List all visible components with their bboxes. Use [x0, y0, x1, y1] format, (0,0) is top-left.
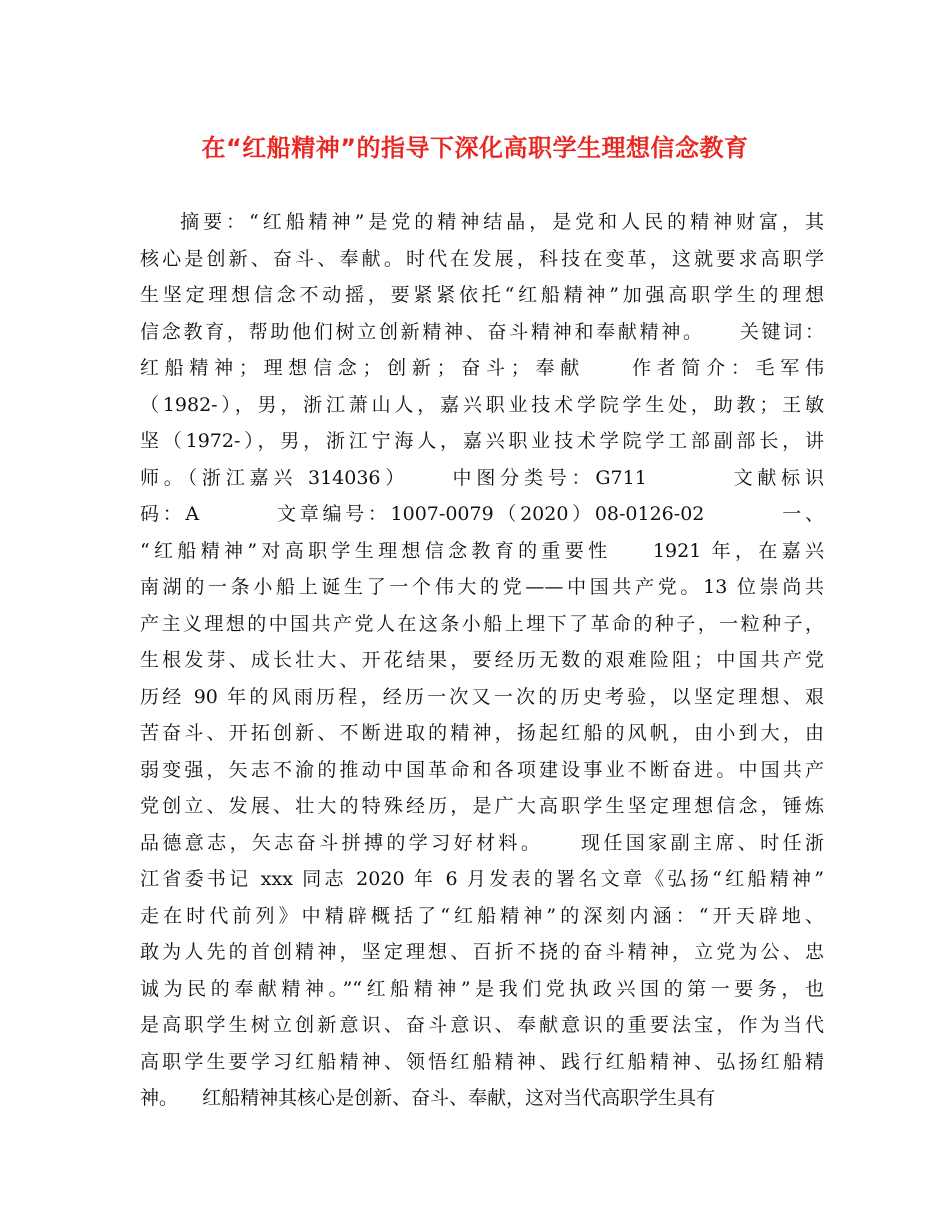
- body-line: “红船精神”对高职学生理想信念教育的重要性 1921 年，在嘉兴: [140, 539, 824, 562]
- body-line: （1982-），男，浙江萧山人，嘉兴职业技术学院学生处，助教；王敏: [140, 393, 824, 416]
- body-line: 走在时代前列》中精辟概括了“红船精神”的深刻内涵：“开天辟地、: [140, 904, 824, 927]
- body-line: 江省委书记 xxx 同志 2020 年 6 月发表的署名文章《弘扬“红船精神”: [140, 868, 824, 890]
- body-line: 苦奋斗、开拓创新、不断进取的精神，扬起红船的风帆，由小到大，由: [140, 722, 824, 744]
- document-body: [140, 204, 824, 1117]
- body-line: 摘要：“红船精神”是党的精神结晶，是党和人民的精神财富，其: [140, 211, 824, 233]
- body-line: 是高职学生树立创新意识、奋斗意识、奉献意识的重要法宝，作为当代: [140, 1014, 824, 1036]
- body-line: 产主义理想的中国共产党人在这条小船上埋下了革命的种子，一粒种子，: [140, 612, 824, 635]
- body-line: 诚为民的奉献精神。”“红船精神”是我们党执政兴国的第一要务，也: [140, 977, 824, 1000]
- body-line: 信念教育，帮助他们树立创新精神、奋斗精神和奉献精神。 关键词：: [140, 320, 824, 343]
- body-line: 品德意志，矢志奋斗拼搏的学习好材料。 现任国家副主席、时任浙: [140, 831, 824, 854]
- body-line: 南湖的一条小船上诞生了一个伟大的党——中国共产党。13 位崇尚共: [140, 576, 824, 598]
- body-line: 敢为人先的首创精神，坚定理想、百折不挠的奋斗精神，立党为公、忠: [140, 941, 824, 963]
- body-line: 党创立、发展、壮大的特殊经历，是广大高职学生坚定理想信念，锤炼: [140, 795, 824, 817]
- body-line: 历经 90 年的风雨历程，经历一次又一次的历史考验，以坚定理想、艰: [140, 685, 824, 708]
- body-line: 生坚定理想信念不动摇，要紧紧依托“红船精神”加强高职学生的理想: [140, 284, 824, 306]
- document-title: 在“红船精神”的指导下深化高职学生理想信念教育: [201, 134, 749, 162]
- body-line: 师。（浙江嘉兴 314036） 中图分类号：G711 文献标识: [140, 466, 824, 489]
- body-line: 高职学生要学习红船精神、领悟红船精神、践行红船精神、弘扬红船精: [140, 1050, 824, 1073]
- body-line: 核心是创新、奋斗、奉献。时代在发展，科技在变革，这就要求高职学: [140, 247, 824, 270]
- body-line: 红船精神；理想信念；创新；奋斗；奉献 作者简介：毛军伟: [140, 357, 824, 379]
- body-line: 码：A 文章编号：1007-0079（2020）08-0126-02 一、: [140, 503, 824, 525]
- body-line: 生根发芽、成长壮大、开花结果，要经历无数的艰难险阻；中国共产党: [140, 649, 824, 671]
- body-line: 弱变强，矢志不渝的推动中国革命和各项建设事业不断奋进。中国共产: [140, 758, 824, 781]
- body-line: 坚（1972-），男，浙江宁海人，嘉兴职业技术学院学工部副部长，讲: [140, 430, 824, 452]
- body-line: 神。 红船精神其核心是创新、奋斗、奉献，这对当代高职学生具有: [140, 1087, 716, 1109]
